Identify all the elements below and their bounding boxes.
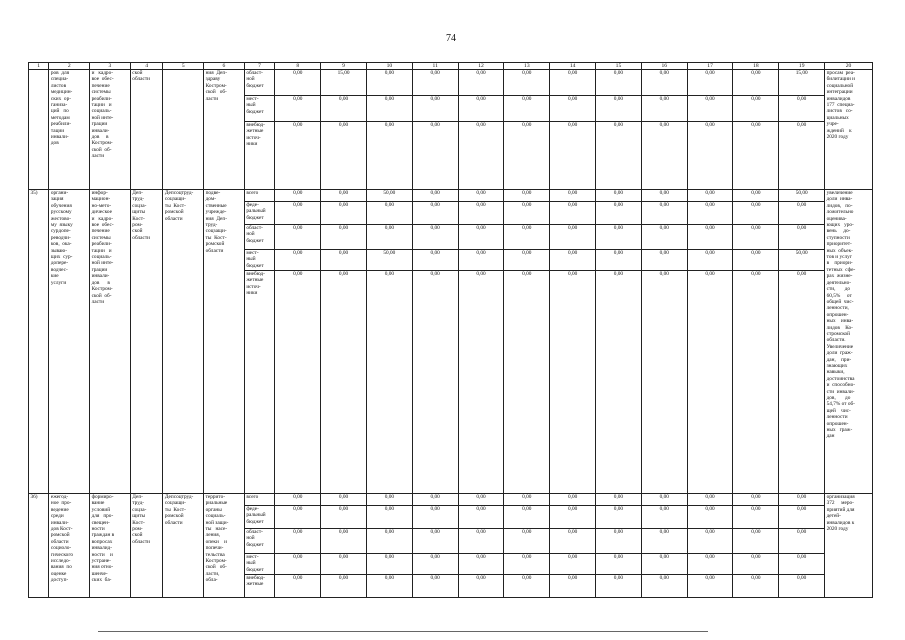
amount-value: 0,00 [688, 225, 733, 250]
cell-text [90, 190, 131, 494]
amount-value: 0,00 [779, 202, 824, 225]
amount-value: 0,00 [567, 122, 578, 128]
funding-source: мест- ный бюджет [245, 250, 275, 271]
value-cell [641, 190, 687, 494]
column-number-row [29, 63, 873, 70]
cell-content: Деп- труд- соцза- щиты Кост- ром- ской области [132, 494, 151, 545]
cell-content: просам реа- билитации и социальной интеграции инвалидов 177 специа- листов со- циальных учре- ждений к 2020 году [826, 70, 855, 141]
amount-value: 0,00 [522, 122, 532, 128]
funding-source: област- ной бюджет [245, 529, 275, 554]
amount-value: 0,00 [321, 554, 366, 575]
amount-value: 0,00 [504, 225, 549, 250]
amount-value: 0,00 [293, 575, 303, 581]
value-cell [687, 190, 733, 494]
amount-value: 0,00 [275, 529, 320, 554]
amount-value: 0,00 [751, 575, 761, 581]
amount-value: 0,00 [430, 271, 440, 277]
amount-value: 0,00 [596, 554, 641, 575]
value-cell [641, 70, 687, 190]
amount-value: 50,00 [367, 250, 412, 271]
amount-value: 0,00 [733, 96, 778, 122]
amount-value: 0,00 [504, 494, 549, 506]
amount-value: 0,00 [550, 190, 595, 202]
amount-value: 0,00 [321, 202, 366, 225]
cell-text [204, 190, 245, 494]
amount-value: 0,00 [384, 122, 395, 128]
funding-source: внебюд- жетные [246, 575, 265, 588]
amount-value: 0,00 [688, 70, 733, 96]
amount-value: 0,00 [642, 554, 687, 575]
value-cell [275, 70, 321, 190]
cell-text [29, 494, 49, 598]
column-number: 11 [412, 63, 458, 70]
program-activities-table [28, 62, 873, 598]
amount-value: 0,00 [596, 529, 641, 554]
amount-value: 0,00 [338, 271, 349, 277]
value-cell [504, 190, 550, 494]
amount-value: 0,00 [733, 225, 778, 250]
amount-value: 0,00 [504, 202, 549, 225]
value-cell [504, 70, 550, 190]
amount-value: 0,00 [751, 271, 761, 277]
cell-content: Депсоцтруд- соцзащи- ты Кост- ромской области [164, 494, 194, 526]
amount-value: 0,00 [550, 506, 595, 529]
amount-value: 0,00 [642, 250, 687, 271]
column-number: 6 [204, 63, 245, 70]
amount-value: 0,00 [705, 271, 715, 277]
amount-value: 0,00 [567, 271, 578, 277]
amount-value: 0,00 [459, 494, 504, 506]
amount-value: 0,00 [504, 190, 549, 202]
amount-value: 0,00 [550, 529, 595, 554]
amount-value: 0,00 [476, 575, 486, 581]
amount-value: 0,00 [413, 96, 458, 122]
amount-value: 0,00 [459, 202, 504, 225]
cell-content: 36) [30, 494, 38, 500]
amount-value: 0,00 [413, 506, 458, 529]
amount-value: 0,00 [642, 202, 687, 225]
amount-value: 0,00 [550, 96, 595, 122]
value-cell [321, 190, 367, 494]
cell-text [163, 190, 204, 494]
amount-value: 0,00 [797, 271, 807, 277]
value-cell [458, 70, 504, 190]
amount-value: 0,00 [688, 494, 733, 506]
amount-value: 0,00 [779, 529, 824, 554]
value-cell [733, 190, 779, 494]
cell-text [163, 494, 204, 598]
value-cell [412, 70, 458, 190]
amount-value: 0,00 [779, 494, 824, 506]
amount-value: 0,00 [797, 122, 807, 128]
activity-row [29, 494, 873, 598]
cell-text [49, 494, 90, 598]
cell-text [130, 190, 163, 494]
value-cell [275, 494, 321, 598]
value-cell [458, 190, 504, 494]
column-number: 16 [641, 63, 687, 70]
amount-value: 0,00 [659, 271, 669, 277]
funding-source-cell [244, 190, 275, 494]
column-number: 3 [90, 63, 131, 70]
page-number: 74 [446, 33, 456, 44]
funding-source: феде- ральный бюджет [245, 202, 275, 225]
cell-content: подве- дом- ственные учрежде- ния Деп- труд- соцзащи- ты Кост- ромской области [205, 190, 227, 254]
amount-value: 0,00 [430, 122, 440, 128]
cell-content: увеличение доли инва- лидов, по- ложительно оценива- ющих уро- вень до- ступности приоритет- ных объек- тов и услуг в приори- тетных сфе- рах жизне- деятельно- сти, до 60,5% от общей чис- ленности, опрошен- ных инва- лидов Ко- стромской области. Увеличение доли граж- дан, при- знающих навыки, достоинства и способно- сти инвали- дов, до 54,7% от об- щей чис- ленности опрошен- ных граж- дан [826, 190, 856, 440]
value-cell [366, 70, 412, 190]
funding-source: област- ной бюджет [245, 70, 275, 96]
funding-source: внебюд- жетные источ- ники [246, 122, 265, 148]
funding-source: област- ной бюджет [245, 225, 275, 250]
column-number: 18 [733, 63, 779, 70]
amount-value: 0,00 [688, 96, 733, 122]
value-cell [321, 70, 367, 190]
column-number: 2 [49, 63, 90, 70]
amount-value: 0,00 [321, 225, 366, 250]
activity-row [29, 190, 873, 494]
amount-value: 0,00 [642, 494, 687, 506]
value-cell [275, 190, 321, 494]
cell-content: инфор- мацион- но-мето- дическое и кадро- вое обес- печение системы реабили- тации и социаль- ной инте- грации инвали- дов в Костром- ской об- ласти [91, 190, 114, 305]
column-number: 1 [29, 63, 49, 70]
cell-text [204, 494, 245, 598]
funding-source: всего [245, 494, 275, 506]
value-cell [687, 494, 733, 598]
footer-divider [98, 631, 708, 632]
cell-content: ния Деп- здраву Костром- ской об- ласти [205, 70, 227, 102]
funding-source: всего [245, 190, 275, 202]
column-number: 7 [244, 63, 275, 70]
amount-value: 0,00 [384, 575, 395, 581]
value-cell [733, 494, 779, 598]
value-cell [779, 70, 825, 190]
amount-value: 0,00 [338, 122, 349, 128]
column-number: 12 [458, 63, 504, 70]
amount-value: 0,00 [550, 494, 595, 506]
cell-text [49, 190, 90, 494]
value-cell [366, 190, 412, 494]
funding-source: мест- ный бюджет [245, 96, 275, 122]
cell-text [90, 494, 131, 598]
amount-value: 0,00 [613, 575, 624, 581]
column-number: 17 [687, 63, 733, 70]
value-cell [366, 494, 412, 598]
value-cell [779, 494, 825, 598]
amount-value: 0,00 [459, 554, 504, 575]
amount-value: 0,00 [321, 250, 366, 271]
amount-value: 0,00 [779, 225, 824, 250]
amount-value: 0,00 [413, 225, 458, 250]
amount-value: 0,00 [504, 96, 549, 122]
amount-value: 0,00 [642, 70, 687, 96]
value-cell [779, 190, 825, 494]
amount-value: 0,00 [596, 96, 641, 122]
amount-value: 0,00 [504, 529, 549, 554]
cell-text [130, 494, 163, 598]
amount-value: 0,00 [275, 554, 320, 575]
amount-value: 0,00 [688, 250, 733, 271]
cell-text [825, 70, 873, 190]
column-number: 4 [130, 63, 163, 70]
amount-value: 0,00 [459, 506, 504, 529]
column-number: 8 [275, 63, 321, 70]
amount-value: 0,00 [459, 250, 504, 271]
amount-value: 0,00 [367, 529, 412, 554]
cell-text [163, 70, 204, 190]
amount-value: 0,00 [459, 529, 504, 554]
amount-value: 0,00 [476, 122, 486, 128]
cell-content: организация 372 меро- приятий для детей- инвалидов к 2020 году [826, 494, 855, 533]
cell-content: ской области [132, 70, 151, 83]
amount-value: 0,00 [413, 190, 458, 202]
cell-content: и кадро- вое обес- печение системы реабили- тации и социаль- ной инте- грации инвали- дов в Костром- ской об- ласти [91, 70, 114, 160]
amount-value: 0,00 [659, 575, 669, 581]
amount-value: 0,00 [275, 225, 320, 250]
amount-value: 0,00 [688, 554, 733, 575]
amount-value: 0,00 [688, 202, 733, 225]
amount-value: 0,00 [293, 271, 303, 277]
column-number: 13 [504, 63, 550, 70]
amount-value: 0,00 [413, 202, 458, 225]
funding-source-cell [244, 70, 275, 190]
amount-value: 0,00 [550, 202, 595, 225]
value-cell [596, 494, 642, 598]
cell-text [29, 190, 49, 494]
amount-value: 0,00 [733, 250, 778, 271]
amount-value: 0,00 [642, 506, 687, 529]
cell-text [825, 190, 873, 494]
cell-content: террито- риальные органы социаль- ной защи- ты насе- ления, опеки и попечи- тельства Костром- ской об- ласти, обла- [205, 494, 229, 584]
amount-value: 0,00 [733, 70, 778, 96]
amount-value: 0,00 [596, 202, 641, 225]
amount-value: 0,00 [779, 96, 824, 122]
funding-source: внебюд- жетные источ- ники [246, 271, 265, 297]
amount-value: 50,00 [779, 190, 824, 202]
amount-value: 0,00 [413, 554, 458, 575]
amount-value: 15,00 [321, 70, 366, 96]
amount-value: 0,00 [367, 70, 412, 96]
amount-value: 0,00 [275, 96, 320, 122]
amount-value: 0,00 [596, 506, 641, 529]
amount-value: 15,00 [779, 70, 824, 96]
amount-value: 0,00 [733, 494, 778, 506]
value-cell [412, 494, 458, 598]
amount-value: 0,00 [733, 554, 778, 575]
amount-value: 0,00 [367, 96, 412, 122]
amount-value: 0,00 [779, 506, 824, 529]
amount-value: 0,00 [642, 96, 687, 122]
amount-value: 0,00 [797, 575, 807, 581]
amount-value: 0,00 [413, 70, 458, 96]
funding-source: мест- ный бюджет [245, 554, 275, 575]
value-cell [641, 494, 687, 598]
amount-value: 0,00 [705, 122, 715, 128]
column-number: 20 [825, 63, 873, 70]
amount-value: 0,00 [705, 575, 715, 581]
cell-content: Депсоцтруд- соцзащи- ты Кост- ромской области [164, 190, 194, 222]
amount-value: 0,00 [459, 225, 504, 250]
value-cell [550, 190, 596, 494]
amount-value: 0,00 [459, 190, 504, 202]
amount-value: 0,00 [613, 122, 624, 128]
amount-value: 0,00 [413, 250, 458, 271]
amount-value: 0,00 [613, 271, 624, 277]
amount-value: 0,00 [275, 190, 320, 202]
value-cell [687, 70, 733, 190]
amount-value: 0,00 [321, 96, 366, 122]
column-number: 15 [596, 63, 642, 70]
value-cell [550, 494, 596, 598]
value-cell [412, 190, 458, 494]
amount-value: 0,00 [504, 70, 549, 96]
cell-text [90, 70, 131, 190]
amount-value: 0,00 [367, 225, 412, 250]
cell-text [49, 70, 90, 190]
amount-value: 0,00 [733, 506, 778, 529]
amount-value: 0,00 [733, 190, 778, 202]
amount-value: 0,00 [550, 250, 595, 271]
column-number: 10 [366, 63, 412, 70]
amount-value: 0,00 [321, 506, 366, 529]
amount-value: 0,00 [751, 122, 761, 128]
amount-value: 0,00 [504, 554, 549, 575]
amount-value: 0,00 [596, 70, 641, 96]
amount-value: 0,00 [430, 575, 440, 581]
amount-value: 0,00 [275, 70, 320, 96]
amount-value: 0,00 [338, 575, 349, 581]
amount-value: 0,00 [275, 506, 320, 529]
amount-value: 0,00 [293, 122, 303, 128]
amount-value: 0,00 [733, 529, 778, 554]
funding-source-cell [244, 494, 275, 598]
amount-value: 0,00 [659, 122, 669, 128]
column-number: 5 [163, 63, 204, 70]
amount-value: 0,00 [459, 96, 504, 122]
amount-value: 0,00 [321, 190, 366, 202]
value-cell [504, 494, 550, 598]
amount-value: 0,00 [275, 250, 320, 271]
value-cell [733, 70, 779, 190]
amount-value: 0,00 [550, 70, 595, 96]
amount-value: 0,00 [459, 70, 504, 96]
funding-source: феде- ральный бюджет [245, 506, 275, 529]
amount-value: 0,00 [413, 494, 458, 506]
amount-value: 0,00 [688, 190, 733, 202]
cell-text [130, 70, 163, 190]
amount-value: 0,00 [733, 202, 778, 225]
column-number: 19 [779, 63, 825, 70]
amount-value: 0,00 [596, 494, 641, 506]
cell-text [204, 70, 245, 190]
amount-value: 50,00 [367, 190, 412, 202]
amount-value: 0,00 [504, 506, 549, 529]
value-cell [550, 70, 596, 190]
amount-value: 0,00 [688, 529, 733, 554]
column-number: 14 [550, 63, 596, 70]
amount-value: 0,00 [476, 271, 486, 277]
amount-value: 0,00 [321, 529, 366, 554]
amount-value: 0,00 [522, 271, 532, 277]
amount-value: 0,00 [367, 202, 412, 225]
value-cell [596, 70, 642, 190]
cell-content: ров для специа- листов медицин- ских ор- ганиза- ций по методам реабили- тации инвали- дов [50, 70, 73, 147]
amount-value: 0,00 [688, 506, 733, 529]
amount-value: 0,00 [522, 575, 532, 581]
value-cell [321, 494, 367, 598]
amount-value: 0,00 [367, 506, 412, 529]
amount-value: 0,00 [275, 494, 320, 506]
amount-value: 0,00 [550, 554, 595, 575]
amount-value: 0,00 [367, 554, 412, 575]
cell-content: ежегод- ное про- ведение среди инвали- дов Кост- ромской области социоло- гического исследо- вания по оценке доступ- [50, 494, 74, 584]
cell-content: органи- зация обучения русскому жестово- му языку сурдопе- реводчи- ков, ока- зываю- щих сур- допере- водчес- кие услуги [50, 190, 73, 286]
value-cell [596, 190, 642, 494]
amount-value: 0,00 [596, 190, 641, 202]
cell-content: Деп- труд- соцза- щиты Кост- ром- ской области [132, 190, 151, 241]
amount-value: 0,00 [275, 202, 320, 225]
amount-value: 0,00 [596, 225, 641, 250]
amount-value: 0,00 [567, 575, 578, 581]
amount-value: 0,00 [413, 529, 458, 554]
amount-value: 0,00 [550, 225, 595, 250]
cell-content: 35) [30, 190, 38, 196]
activity-row [29, 70, 873, 190]
amount-value: 0,00 [642, 190, 687, 202]
amount-value: 50,00 [779, 250, 824, 271]
amount-value: 0,00 [779, 554, 824, 575]
column-number: 9 [321, 63, 367, 70]
amount-value: 0,00 [642, 529, 687, 554]
amount-value: 0,00 [367, 494, 412, 506]
amount-value: 0,00 [384, 271, 395, 277]
cell-content: формиро- вание условий для про- свещен- ности граждан в вопросах инвалид- ности и устране- ния отно- шенче- ских ба- [91, 494, 115, 584]
amount-value: 0,00 [504, 250, 549, 271]
amount-value: 0,00 [321, 494, 366, 506]
cell-text [825, 494, 873, 598]
value-cell [458, 494, 504, 598]
amount-value: 0,00 [642, 225, 687, 250]
amount-value: 0,00 [596, 250, 641, 271]
cell-text [29, 70, 49, 190]
